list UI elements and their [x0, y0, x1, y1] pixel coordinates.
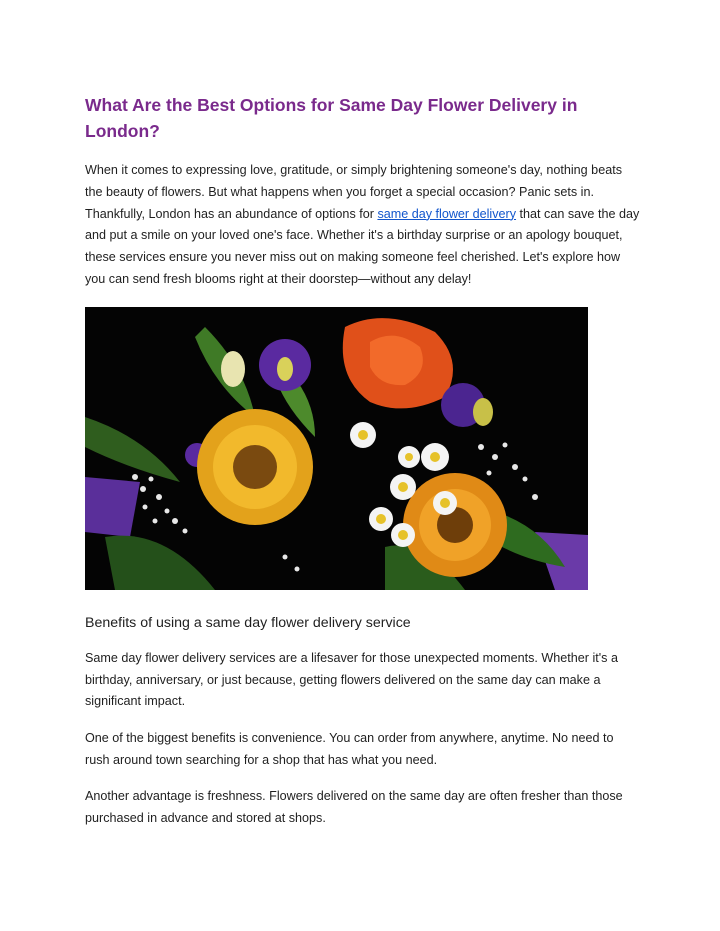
bouquet-illustration: [85, 307, 588, 590]
same-day-delivery-link[interactable]: same day flower delivery: [377, 206, 517, 221]
benefits-subheading: Benefits of using a same day flower delivery service: [85, 614, 411, 631]
yellow-gerbera: [197, 409, 313, 525]
intro-text-end: that can save the day and put a smile on your loved one's face. Whether it's a birthday surprise or an apology bouquet, these services ensure you never miss out on making someone feel cherished. Let's explore how you can send fresh blooms right at their doorstep—without any delay!: [85, 206, 640, 286]
intro-paragraph: [85, 160, 641, 291]
article: [85, 92, 641, 829]
flower-bouquet-image: [85, 307, 588, 590]
benefits-paragraph-1: Same day flower delivery services are a lifesaver for those unexpected moments. Whether it's a birthday, anniversary, or just because, getting flowers delivered on the same day can make a significant impact.: [85, 650, 618, 709]
intro-text-start: When it comes to expressing love, gratitude, or simply brightening someone's day, nothing beats the beauty of flowers. But what happens when you forget a special occasion? Panic sets in. Thankfully, London has an abundance of options for: [85, 163, 622, 221]
article-title: What Are the Best Options for Same Day Flower Delivery in London?: [85, 95, 578, 141]
benefits-paragraph-3: Another advantage is freshness. Flowers delivered on the same day are often fresher than those purchased in advance and stored at shops.: [85, 788, 623, 825]
orange-gerbera: [403, 473, 507, 577]
benefits-paragraph-2: One of the biggest benefits is convenience. You can order from anywhere, anytime. No need to rush around town searching for a shop that has what you need.: [85, 731, 614, 767]
